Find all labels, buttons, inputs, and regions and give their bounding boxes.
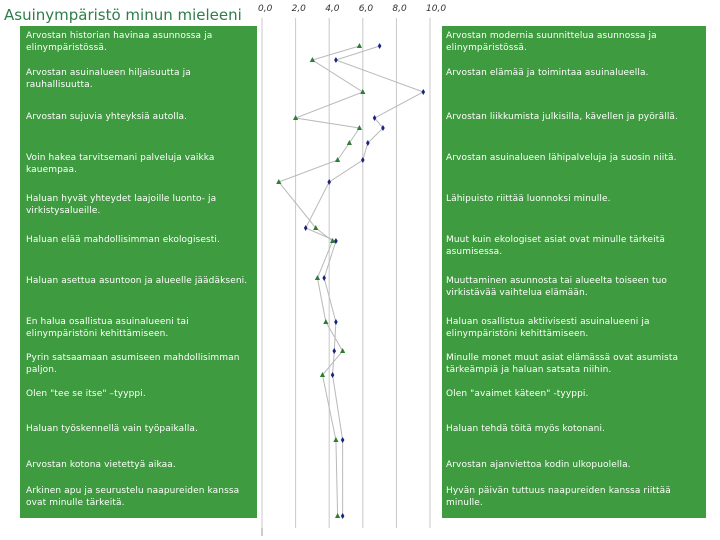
left-statement: Arvostan asuinalueen hiljaisuutta ja rauhallisuutta.: [26, 68, 191, 90]
x-tick-label: 8,0: [392, 4, 407, 14]
left-statement: Arvostan historian havinaa asunnossa ja elinympäristössä.: [26, 31, 213, 53]
x-tick-label: 2,0: [291, 4, 306, 14]
left-statement: Haluan hyvät yhteydet laajoille luonto- ja virkistysalueille.: [26, 194, 217, 216]
left-statement: Haluan asettua asuntoon ja alueelle jäädäkseni.: [26, 276, 248, 286]
series-point: [341, 513, 345, 519]
right-statement: Olen "avaimet käteen" -tyyppi.: [446, 389, 589, 399]
series-point: [331, 372, 335, 378]
right-statement: Minulle monet muut asiat elämässä ovat asumista tärkeämpiä ja haluan satsata niihin.: [446, 353, 679, 375]
left-statement: Pyrin satsaamaan asumiseen mahdollisimman paljon.: [26, 353, 240, 375]
x-axis-ticks: [258, 4, 446, 14]
right-statement: Haluan osallistua aktiivisesti asuinalueeni ja elinympäristöni kehittämiseen.: [446, 317, 650, 339]
series-point: [332, 348, 336, 354]
right-statement: Arvostan ajanviettoa kodin ulkopuolella.: [446, 460, 631, 470]
series-point: [334, 238, 338, 244]
left-statement: Haluan työskennellä vain työpaikalla.: [26, 424, 199, 434]
right-statement: Muuttaminen asunnosta tai alueelta toiseen tuo virkistävää vaihtelua elämään.: [446, 276, 668, 298]
series-point: [322, 275, 326, 281]
series-point: [360, 89, 365, 94]
series-point: [334, 57, 338, 63]
right-statement: Arvostan elämää ja toimintaa asuinalueella.: [446, 68, 649, 78]
right-statement: Lähipuisto riittää luonnoksi minulle.: [446, 194, 611, 204]
chart-series: [276, 43, 425, 519]
left-statement: Voin hakea tarvitsemani palveluja vaikka kauempaa.: [26, 153, 215, 175]
left-statement: En halua osallistua asuinalueeni tai elinympäristöni kehittämiseen.: [26, 317, 189, 339]
left-statement: Olen "tee se itse" –tyyppi.: [26, 389, 146, 399]
right-statement: Hyvän päivän tuttuus naapureiden kanssa riittää minulle.: [446, 486, 671, 508]
right-statement: Arvostan modernia suunnittelua asunnossa ja elinympäristössä.: [446, 31, 657, 53]
x-tick-label: 10,0: [426, 4, 447, 14]
x-tick-label: 0,0: [258, 4, 273, 14]
left-statement: Arvostan sujuvia yhteyksiä autolla.: [26, 112, 188, 122]
series-point: [334, 319, 338, 325]
right-statement: Arvostan liikkumista julkisilla, kävellen ja pyörällä.: [446, 112, 678, 122]
x-tick-label: 4,0: [325, 4, 340, 14]
chart-grid: [262, 18, 430, 536]
series-point: [341, 437, 345, 443]
series-point: [366, 140, 370, 146]
left-statement: Arkinen apu ja seurustelu naapureiden kanssa ovat minulle tärkeitä.: [26, 486, 240, 508]
series-point: [323, 319, 328, 324]
series-point: [315, 275, 320, 280]
left-statement: Haluan elää mahdollisimman ekologisesti.: [26, 235, 220, 245]
series-point: [378, 43, 382, 49]
left-statement: Arvostan kotona vietettyä aikaa.: [26, 460, 176, 470]
series-line: [306, 46, 424, 516]
series-point: [357, 43, 362, 48]
page-title: Asuinympäristö minun mieleeni: [4, 6, 242, 24]
series-point: [335, 513, 340, 518]
right-statement: Haluan tehdä töitä myös kotonani.: [446, 424, 606, 434]
series-point: [421, 89, 425, 95]
x-tick-label: 6,0: [358, 4, 374, 14]
right-statement: Muut kuin ekologiset asiat ovat minulle tärkeitä asumisessa.: [446, 235, 665, 257]
series-point: [361, 157, 365, 163]
series-line: [279, 46, 363, 516]
series-point: [333, 437, 338, 442]
right-statement: Arvostan asuinalueen lähipalveluja ja suosin niitä.: [446, 153, 677, 163]
